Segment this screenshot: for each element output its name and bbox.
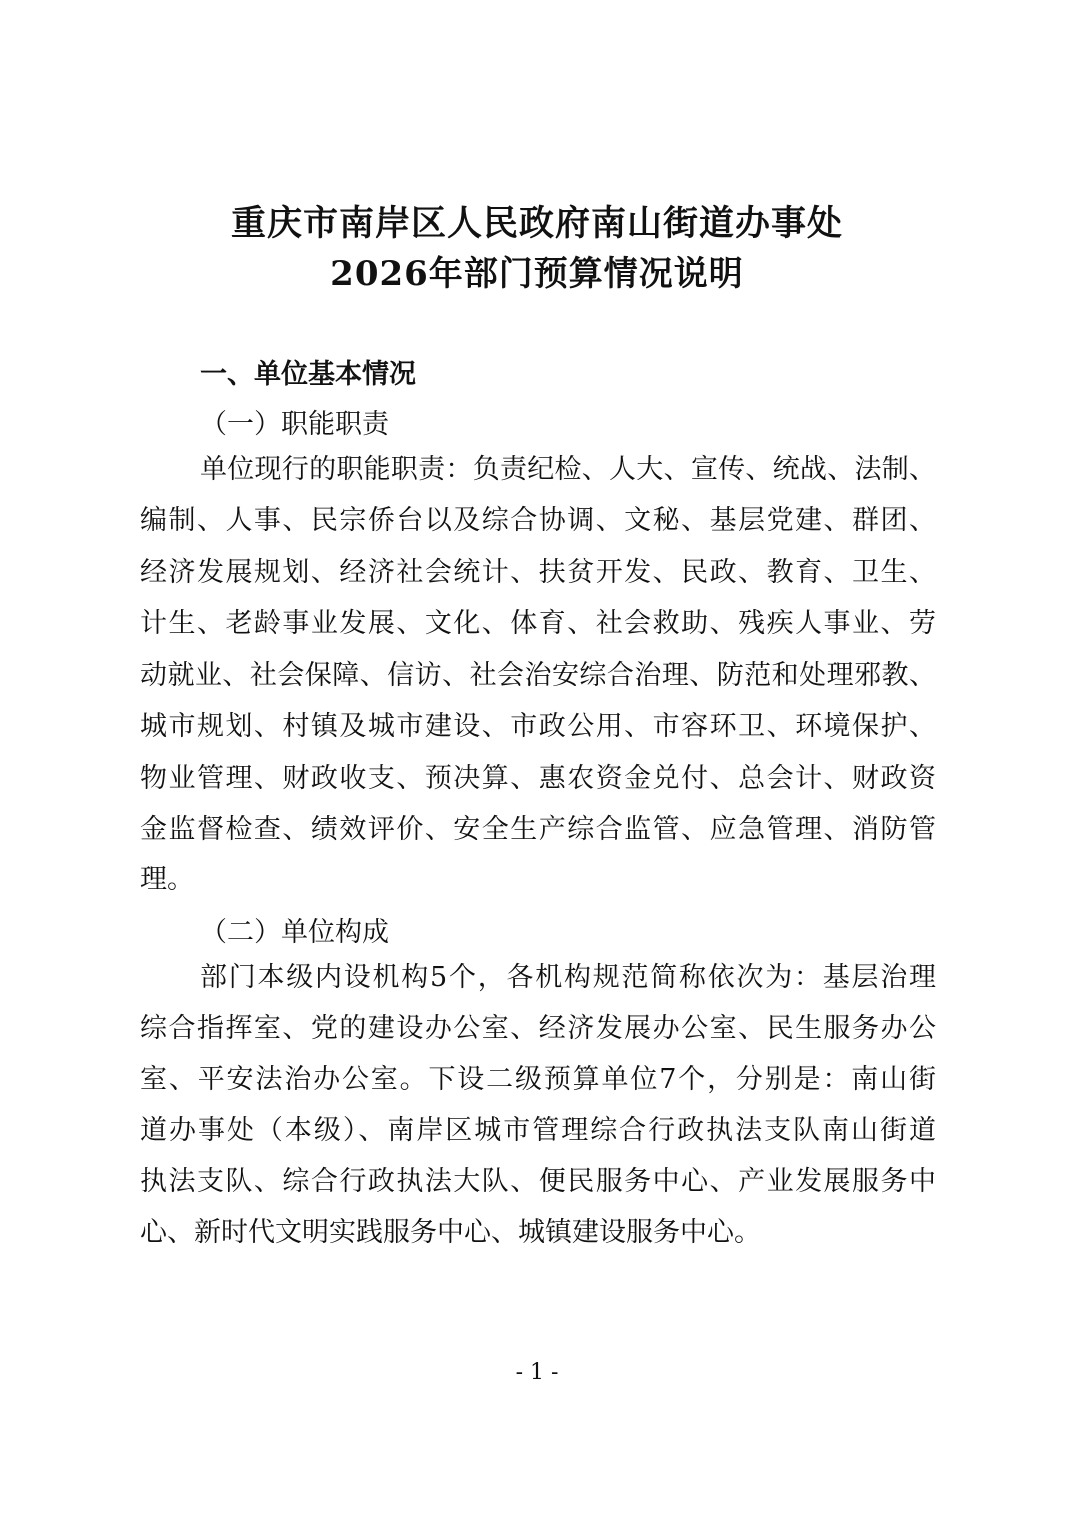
paragraph-line: 部门本级内设机构5个，各机构规范简称依次为：基层治理 xyxy=(200,962,936,993)
paragraph-line: 金监督检查、绩效评价、安全生产综合监管、应急管理、消防管 xyxy=(140,814,936,845)
paragraph-line: 经济发展规划、经济社会统计、扶贫开发、民政、教育、卫生、 xyxy=(140,557,936,588)
section-heading: 一、单位基本情况 xyxy=(200,359,416,390)
paragraph-line: 综合指挥室、党的建设办公室、经济发展办公室、民生服务办公 xyxy=(140,1013,936,1044)
paragraph-line: 执法支队、综合行政执法大队、便民服务中心、产业发展服务中 xyxy=(140,1166,936,1197)
paragraph-line: 理。 xyxy=(140,864,194,895)
paragraph-line: 物业管理、财政收支、预决算、惠农资金兑付、总会计、财政资 xyxy=(140,763,936,794)
paragraph-line: 城市规划、村镇及城市建设、市政公用、市容环卫、环境保护、 xyxy=(140,711,936,742)
paragraph-line: 计生、老龄事业发展、文化、体育、社会救助、残疾人事业、劳 xyxy=(140,608,936,639)
paragraph-line: 单位现行的职能职责：负责纪检、人大、宣传、统战、法制、 xyxy=(200,454,936,485)
subsection-heading-duties: （一）职能职责 xyxy=(200,409,389,440)
page-number: - 1 - xyxy=(515,1360,559,1385)
paragraph-line: 室、平安法治办公室。下设二级预算单位7个，分别是：南山街 xyxy=(140,1064,936,1095)
paragraph-line: 动就业、社会保障、信访、社会治安综合治理、防范和处理邪教、 xyxy=(140,660,936,691)
document-title-line2: 2026年部门预算情况说明 xyxy=(330,254,744,294)
document-title-line1: 重庆市南岸区人民政府南山街道办事处 xyxy=(230,203,843,244)
subsection-heading-composition: （二）单位构成 xyxy=(200,917,389,948)
paragraph-line: 心、新时代文明实践服务中心、城镇建设服务中心。 xyxy=(140,1217,761,1248)
paragraph-line: 道办事处（本级）、南岸区城市管理综合行政执法支队南山街道 xyxy=(140,1115,936,1146)
paragraph-line: 编制、人事、民宗侨台以及综合协调、文秘、基层党建、群团、 xyxy=(140,505,936,536)
